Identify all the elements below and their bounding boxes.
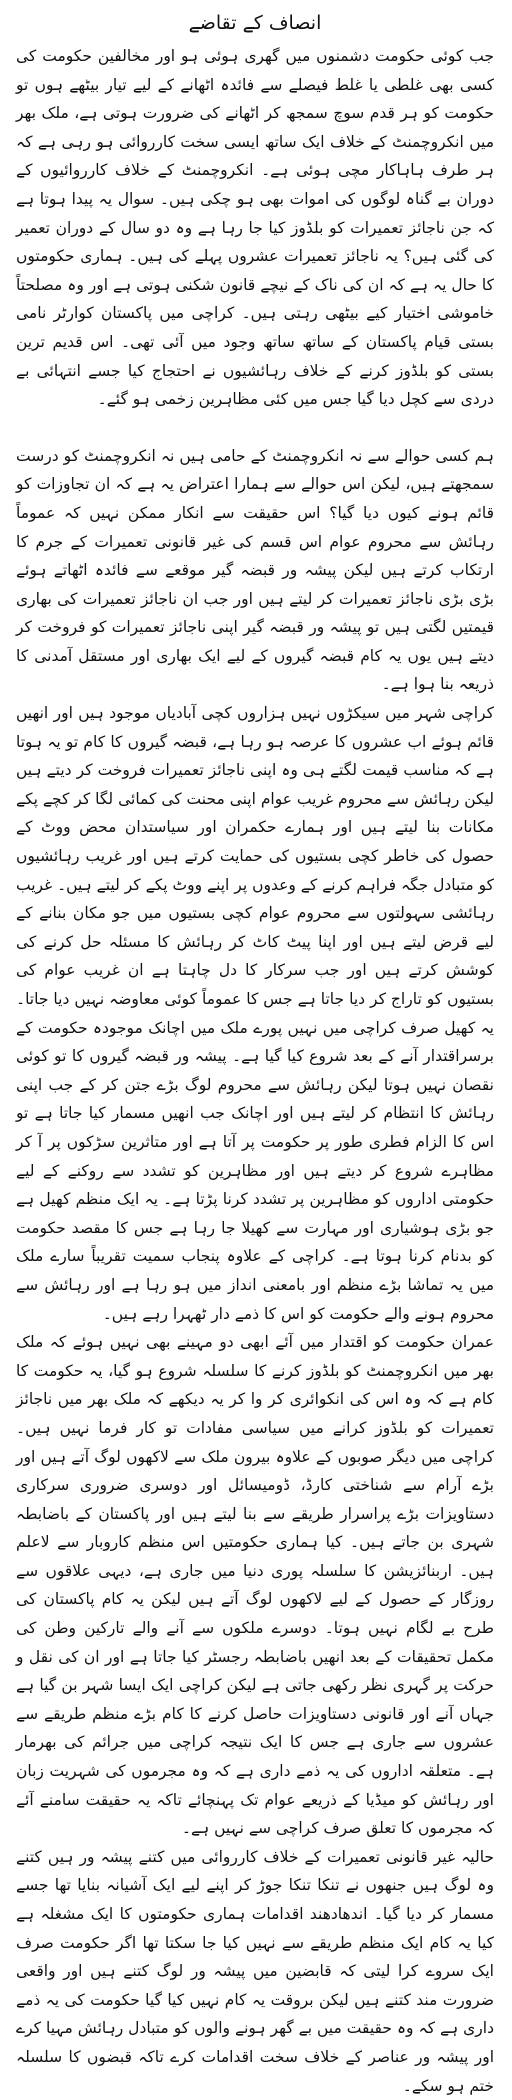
article-paragraph-1: جب کوئی حکومت دشمنوں میں گھری ہوئی ہو اور مخالفین حکومت کی کسی بھی غلطی یا غلط فیصلے سے فائدہ اٹھانے کے لیے تیار بیٹھے ہوں تو حکومت کو ہر قدم سوچ سمجھ کر اٹھانے کی ضرورت ہوتی ہے، ملک بھر میں انکروچمنٹ کے خلاف ایک ساتھ ایسی سخت کارروائی ہو رہی ہے کہ ہر طرف ہاہاکار مچی ہوئی ہے۔ انکروچمنٹ کے خلاف کارروائیوں کے دوران بے گناہ لوگوں کی اموات بھی ہو چکی ہیں۔ سوال یہ پیدا ہوتا ہے کہ جن ناجائز تعمیرات کو بلڈوز کیا جا رہا ہے وہ دو سال کے دوران تعمیر کی گئی ہیں؟ یہ ناجائز تعمیرات عشروں پہلے کی ہیں۔ ہماری حکومتوں کا حال یہ ہے کہ ان کی ناک کے نیچے قانون شکنی ہوتی ہے اور وہ مصلحتاً خاموشی اختیار کیے بیٹھی رہتی ہیں۔ کراچی میں پاکستان کوارٹر نامی بستی قیام پاکستان کے ساتھ ساتھ وجود میں آئی تھی۔ اس قدیم ترین بستی کو بلڈوز کرنے کے خلاف رہائشیوں نے احتجاج کیا جسے انتہائی بے دردی سے کچل دیا گیا جس میں کئی مظاہرین زخمی ہو گئے۔ (16, 47, 494, 409)
article-title: انصاف کے تقاضے (188, 12, 322, 34)
article-paragraph-2: ہم کسی حوالے سے نہ انکروچمنٹ کے حامی ہیں نہ انکروچمنٹ کو درست سمجھتے ہیں، لیکن اس حوالے سے ہمارا اعتراض یہ ہے کہ ان تجاوزات کو قائم ہونے کیوں دیا گیا؟ اس حقیقت سے انکار ممکن نہیں کہ عموماً رہائش سے محروم عوام اس قسم کی غیر قانونی تعمیرات کے جرم کا ارتکاب کرتے ہیں لیکن پیشہ ور قبضہ گیر موقعے سے فائدہ اٹھاتے ہوئے بڑی بڑی ناجائز تعمیرات کر لیتے ہیں اور جب ان ناجائز تعمیرات کی بھاری قیمتیں لگتی ہیں تو پیشہ ور قبضہ گیر اپنی ناجائز تعمیرات کو فروخت کر دیتے ہیں یوں یہ کام قبضہ گیروں کے لیے ایک بھاری اور مستقل آمدنی کا ذریعہ بنا ہوا ہے۔ (16, 446, 494, 694)
article-paragraph-3: کراچی شہر میں سیکڑوں نہیں ہزاروں کچی آبادیاں موجود ہیں اور انھیں قائم ہوئے اب عشروں کا عرصہ ہو رہا ہے، قبضہ گیروں کا کام تو یہ ہوتا ہے کہ مناسب قیمت لگتے ہی وہ اپنی ناجائز تعمیرات فروخت کر دیتے ہیں لیکن رہائش سے محروم غریب عوام اپنی محنت کی کمائی لگا کر کچے پکے مکانات بنا لیتے ہیں اور ہمارے حکمران اور سیاستدان محض ووٹ کے حصول کی خاطر کچی بستیوں کی حمایت کرتے ہیں اور غریب رہائشیوں کو متبادل جگہ فراہم کرنے کے وعدوں پر اپنے ووٹ پکے کر لیتے ہیں۔ غریب رہائشی سہولتوں سے محروم عوام کچی بستیوں میں جو مکان بنانے کے لیے قرض لیتے ہیں اور اپنا پیٹ کاٹ کر رہائش کا مسئلہ حل کرنے کی کوشش کرتے ہیں اور جب سرکار کا دل چاہتا ہے ان غریب عوام کی بستیوں کو تاراج کر دیا جاتا ہے جس کا عموماً کوئی معاوضہ نہیں دیا جاتا۔ یہ کھیل صرف کراچی میں نہیں پورے ملک میں اچانک موجودہ حکومت کے برسراقتدار آنے کے بعد شروع کیا گیا ہے۔ پیشہ ور قبضہ گیروں کا تو کوئی نقصان نہیں ہوتا لیکن رہائش سے محروم لوگ بڑے جتن کر کے جب اپنی رہائش کا انتظام کر لیتے ہیں اور اچانک جب انھیں مسمار کیا جاتا ہے تو اس کا الزام فطری طور پر حکومت پر آتا ہے اور متاثرین سڑکوں پر آ کر مظاہرے شروع کر دیتے ہیں اور مظاہرین کو تشدد سے روکنے کے لیے حکومتی اداروں کو مظاہرین پر تشدد کرنا پڑتا ہے۔ یہ ایک منظم کھیل ہے جو بڑی ہوشیاری اور مہارت سے کھیلا جا رہا ہے جس کا مقصد حکومت کو بدنام کرنا ہوتا ہے۔ کراچی کے علاوہ پنجاب سمیت تقریباً سارے ملک میں یہ تماشا بڑے منظم اور بامعنی انداز میں ہو رہا ہے اور رہائش سے محروم ہونے والے حکومت کو اس کا ذمے دار ٹھہرا رہے ہیں۔ (15, 704, 494, 1323)
paragraph-spacer (16, 414, 494, 442)
article-paragraph-5: حالیہ غیر قانونی تعمیرات کے خلاف کارروائی میں کتنے پیشہ ور ہیں کتنے وہ لوگ ہیں جنھوں نے تنکا تنکا جوڑ کر اپنے لیے ایک آشیانہ بنایا تھا جسے مسمار کر دیا گیا۔ اندھادھند اقدامات ہماری حکومتوں کا ایک مشغلہ ہے کیا یہ کام ایک منظم طریقے سے نہیں کیا جا سکتا تھا اگر حکومت صرف ایک سروے کرا لیتی کہ قابضین میں پیشہ ور لوگ کتنے ہیں اور واقعی ضرورت مند کتنے ہیں لیکن بروقت یہ کام نہیں کیا گیا حکومت کی یہ ذمے داری ہے کہ وہ حقیقت میں بے گھر ہونے والوں کو متبادل رہائش مہیا کرے اور پیشہ ور عناصر کے خلاف سخت اقدامات کرے تاکہ قبضوں کا سلسلہ ختم ہو سکے۔ (16, 1847, 494, 2095)
article-paragraph-4: عمران حکومت کو اقتدار میں آئے ابھی دو مہینے بھی نہیں ہوئے کہ ملک بھر میں انکروچمنٹ کو بلڈوز کرنے کا سلسلہ شروع ہو گیا، یہ حکومت کا کام ہے کہ وہ اس کی انکوائری کر وا کر یہ دیکھے کہ ملک بھر میں ناجائز تعمیرات کو بلڈوز کرانے میں سیاسی مفادات تو کار فرما نہیں ہیں۔ کراچی میں دیگر صوبوں کے علاوہ بیرون ملک سے لاکھوں لوگ آتے ہیں اور بڑے آرام سے شناختی کارڈ، ڈومیسائل اور دوسری ضروری سرکاری دستاویزات بڑے پراسرار طریقے سے بنا لیتے ہیں اور پاکستان کے باضابطہ شہری بن جاتے ہیں۔ کیا ہماری حکومتیں اس منظم کاروبار سے لاعلم ہیں۔ اربنائزیشن کا سلسلہ پوری دنیا میں جاری ہے، دیہی علاقوں سے روزگار کے حصول کے لیے لاکھوں لوگ آتے ہیں لیکن یہ کام پاکستان کی طرح بے لگام نہیں ہوتا۔ دوسرے ملکوں سے آنے والے تارکین وطن کی مکمل تحقیقات کے بعد انھیں باضابطہ رجسٹر کیا جاتا ہے اور ان کی نقل و حرکت پر گہری نظر رکھی جاتی ہے لیکن کراچی ایک ایسا شہر بن گیا ہے جہاں آنے اور قانونی دستاویزات حاصل کرنے کا کام بڑے منظم طریقے سے عشروں سے جاری ہے جس کا ایک نتیجہ کراچی میں جرائم کی بھرمار ہے۔ متعلقہ اداروں کی یہ ذمے داری ہے کہ وہ مجرموں کی شہریت زبان اور رہائش کو میڈیا کے ذریعے عوام تک پہنچائے تاکہ یہ حقیقت سامنے آئے کہ مجرموں کا تعلق صرف کراچی سے نہیں ہے۔ (16, 1333, 494, 1838)
